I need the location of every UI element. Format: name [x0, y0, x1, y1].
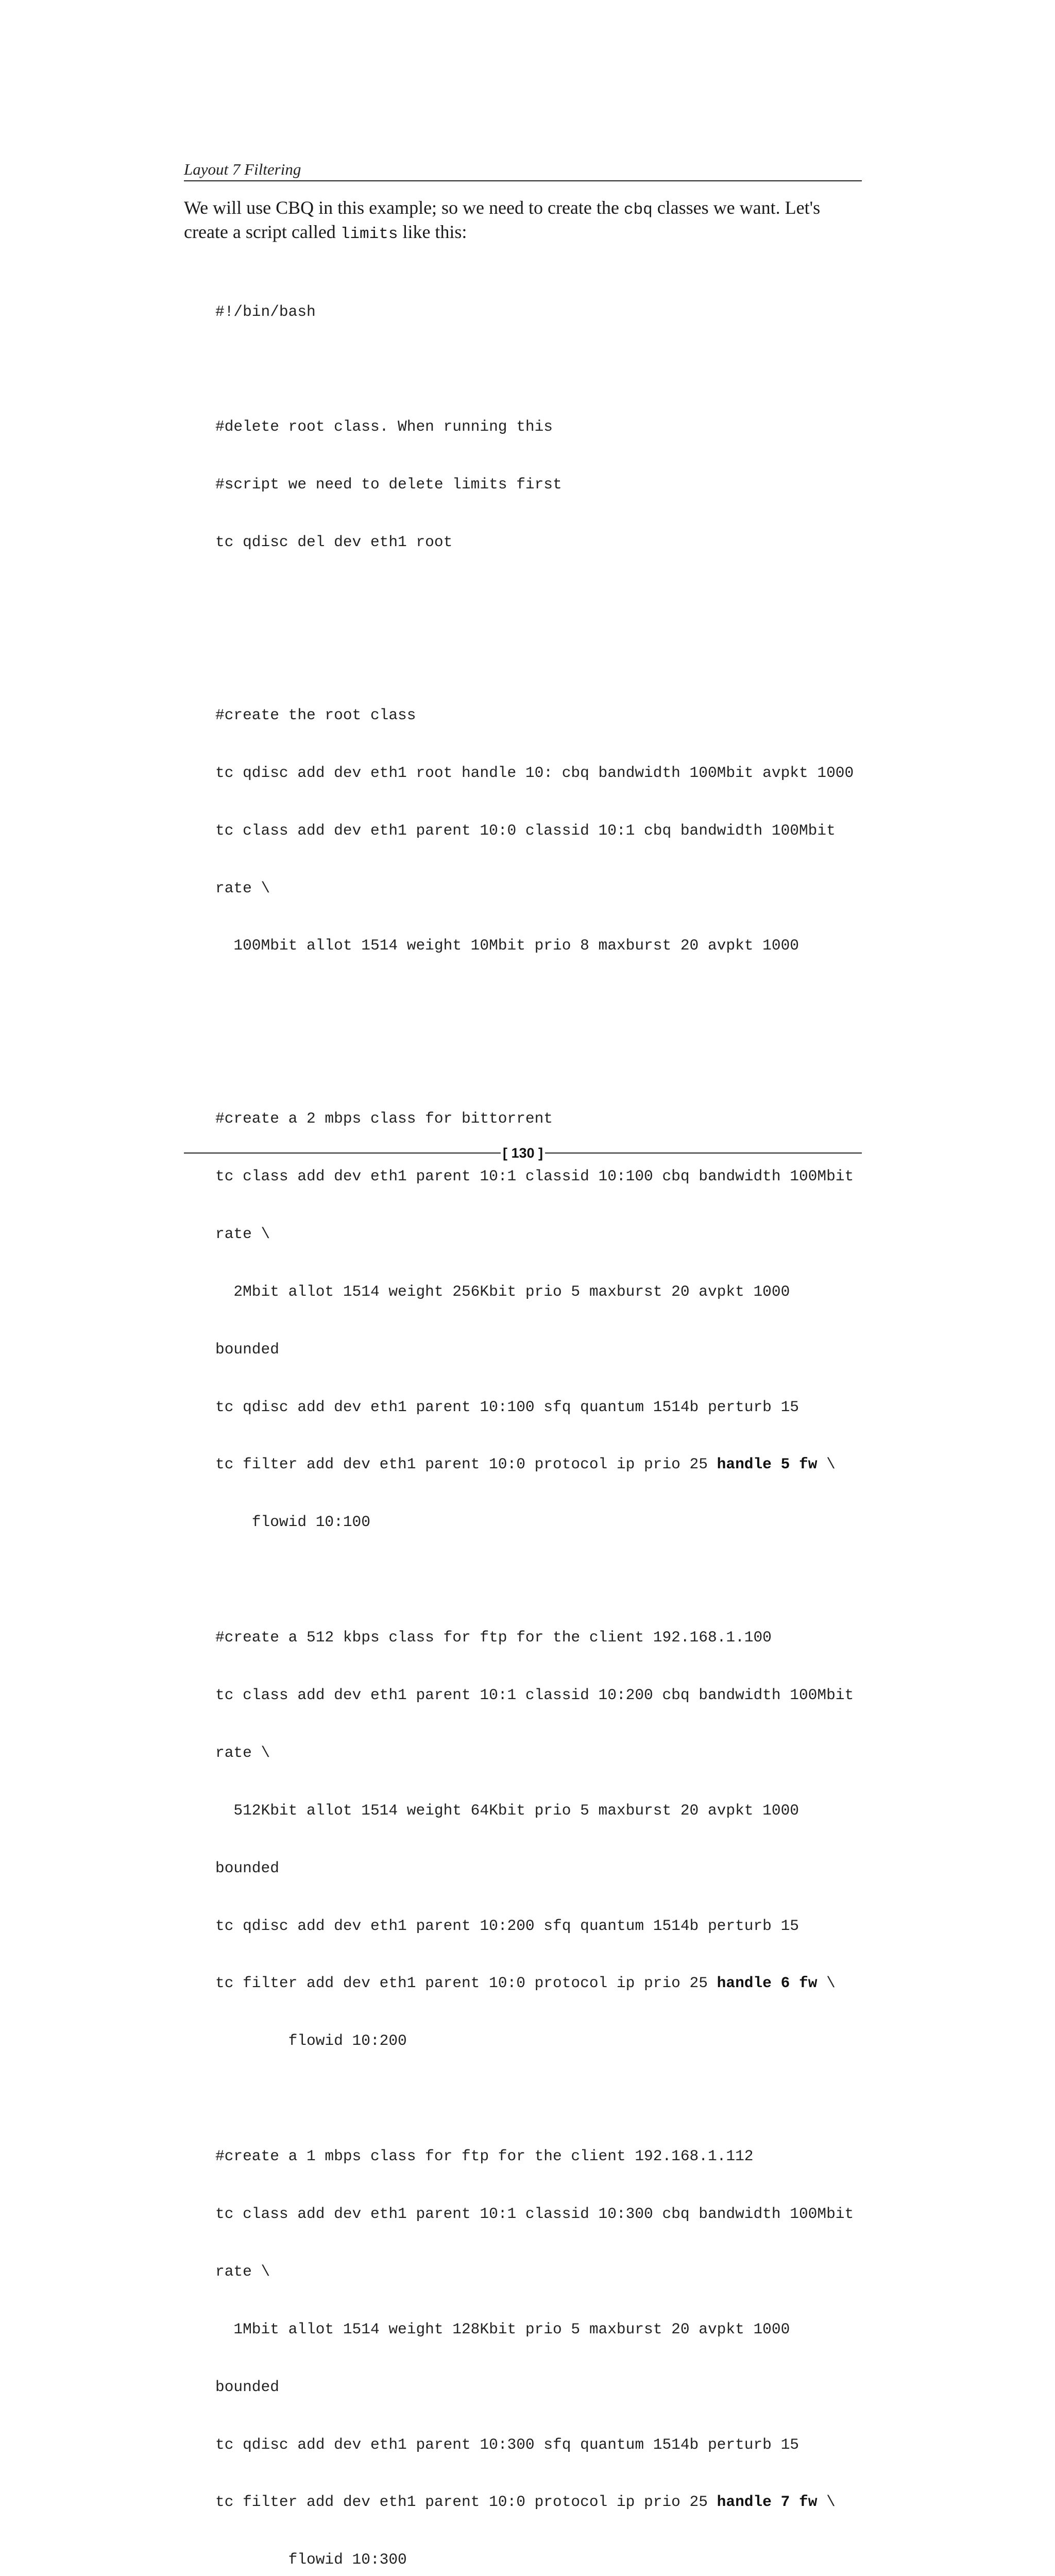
code-line: #!/bin/bash [215, 302, 316, 320]
code-line: #create a 1 mbps class for ftp for the client 192.168.1.112 [215, 2147, 754, 2165]
code-line [215, 648, 862, 667]
intro-text-3: like this: [398, 222, 467, 242]
code-line-filter [215, 1974, 862, 1993]
code-line [215, 360, 862, 379]
code-line: #create the root class [215, 706, 416, 724]
code-line: rate \ [215, 1225, 270, 1243]
code-line: #create a 512 kbps class for ftp for the client 192.168.1.100 [215, 1629, 772, 1647]
code-line [215, 1570, 862, 1589]
code-line: tc qdisc add dev eth1 parent 10:100 sfq quantum 1514b perturb 15 [215, 1398, 799, 1416]
code-line: #create a 2 mbps class for bittorrent [215, 1110, 553, 1128]
code-line: flowid 10:100 [215, 1513, 370, 1531]
inline-code-limits: limits [340, 225, 398, 243]
line-continuation: \ [817, 1455, 836, 1473]
bold-handle: handle 7 fw [717, 2493, 818, 2511]
code-line [215, 2089, 862, 2108]
code-line: tc class add dev eth1 parent 10:0 classid 10:1 cbq bandwidth 100Mbit [215, 821, 836, 839]
code-line-filter [215, 1455, 862, 1474]
code-line: flowid 10:200 [215, 2032, 407, 2050]
running-head: Layout 7 Filtering [184, 160, 862, 181]
footer-rule-right [545, 1153, 862, 1154]
script-code-block [215, 264, 862, 2576]
code-line: tc class add dev eth1 parent 10:1 classid 10:200 cbq bandwidth 100Mbit [215, 1686, 854, 1704]
line-continuation: \ [817, 2493, 836, 2511]
code-line: bounded [215, 1340, 279, 1358]
code-line: rate \ [215, 1743, 270, 1761]
footer-rule-left [184, 1153, 501, 1154]
code-line: tc qdisc add dev eth1 root handle 10: cbq bandwidth 100Mbit avpkt 1000 [215, 764, 854, 782]
code-line: 2Mbit allot 1514 weight 256Kbit prio 5 maxburst 20 avpkt 1000 [215, 1282, 790, 1300]
code-line: 100Mbit allot 1514 weight 10Mbit prio 8 maxburst 20 avpkt 1000 [215, 937, 799, 955]
code-line: tc class add dev eth1 parent 10:1 classid 10:300 cbq bandwidth 100Mbit [215, 2205, 854, 2223]
code-line: 512Kbit allot 1514 weight 64Kbit prio 5 maxburst 20 avpkt 1000 [215, 1801, 799, 1819]
code-text: tc filter add dev eth1 parent 10:0 protocol ip prio 25 [215, 1455, 717, 1473]
code-text: tc filter add dev eth1 parent 10:0 protocol ip prio 25 [215, 1974, 717, 1992]
code-line [215, 1052, 862, 1071]
code-line: bounded [215, 2378, 279, 2396]
page-footer [184, 1143, 862, 1163]
code-line: bounded [215, 1859, 279, 1877]
code-line: tc qdisc add dev eth1 parent 10:200 sfq quantum 1514b perturb 15 [215, 1917, 799, 1935]
code-line: rate \ [215, 2262, 270, 2280]
page-content [184, 160, 862, 2576]
page-number: [ 130 ] [502, 1145, 543, 1161]
code-line [215, 994, 862, 1013]
code-line: tc qdisc add dev eth1 parent 10:300 sfq quantum 1514b perturb 15 [215, 2435, 799, 2453]
code-line: flowid 10:300 [215, 2551, 407, 2569]
code-line: tc qdisc del dev eth1 root [215, 533, 453, 551]
code-line: tc class add dev eth1 parent 10:1 classid 10:100 cbq bandwidth 100Mbit [215, 1167, 854, 1185]
intro-text-1: We will use CBQ in this example; so we need to create the [184, 197, 624, 218]
code-line: #script we need to delete limits first [215, 476, 562, 494]
code-line: #delete root class. When running this [215, 418, 553, 436]
bold-handle: handle 6 fw [717, 1974, 818, 1992]
code-line: rate \ [215, 879, 270, 897]
code-line: 1Mbit allot 1514 weight 128Kbit prio 5 maxburst 20 avpkt 1000 [215, 2320, 790, 2338]
intro-paragraph [184, 197, 862, 245]
intro-text-2: classes we want. Let's create a script called [184, 197, 821, 242]
line-continuation: \ [817, 1974, 836, 1992]
bold-handle: handle 5 fw [717, 1455, 818, 1473]
code-text: tc filter add dev eth1 parent 10:0 protocol ip prio 25 [215, 2493, 717, 2511]
inline-code-cbq: cbq [623, 201, 653, 219]
code-line-filter [215, 2493, 862, 2512]
code-line [215, 590, 862, 609]
